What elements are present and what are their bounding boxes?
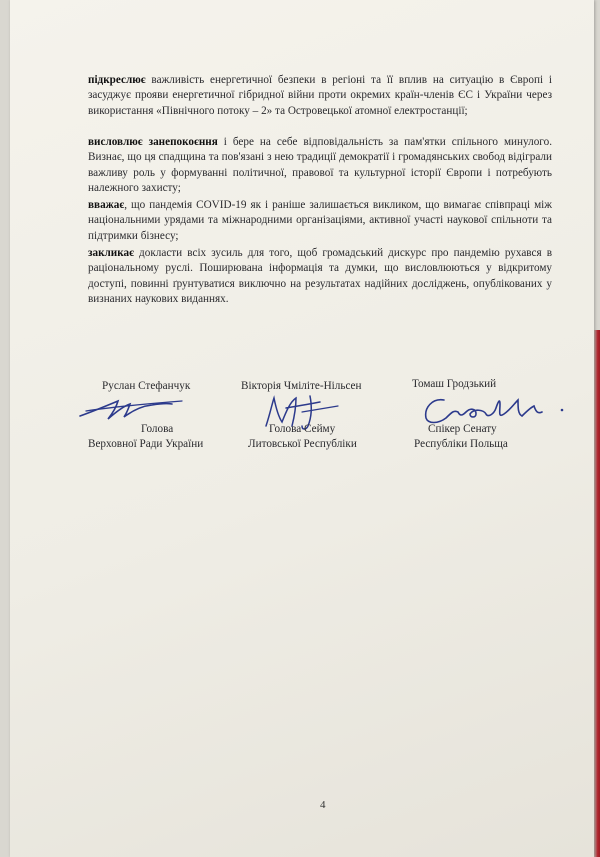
signatory-org-stefanchuk: Верховної Ради України [88,438,204,450]
paragraph-body: і бере на себе відповідальність за пам'ятки спільного минулого. Визнає, що ця спадщина та пов'язані з нею традиції демократії і громадянських свобод відіграли важливу роль у формуванні політичної, правової та культурної історії Європи і потребують належного захисту; [88,136,552,194]
paragraph-lead: підкреслює [88,74,146,86]
paragraph-body: докласти всіх зусиль для того, щоб громадський дискурс про пандемію рухався в раціональному руслі. Поширювана інформація та думки, що висловлюються у відкритому доступі, повинні ґрунтуватися виключно на результатах надійних досліджень, опублікованих у визнаних наукових виданнях. [88,247,552,305]
signatory-role-grodzki: Спікер Сенату [428,423,497,435]
document-page [10,0,594,857]
signatory-name-grodzki: Томаш Гродзький [412,378,497,390]
signatory-name-stefanchuk: Руслан Стефанчук [102,380,191,392]
signatory-role-stefanchuk: Голова [141,423,174,435]
page-number: 4 [320,799,326,811]
paragraph-energy-security [88,73,552,119]
signatory-org-grodzki: Республіки Польща [414,438,508,450]
paragraph-body: важливість енергетичної безпеки в регіоні та її вплив на ситуацію в Європі і засуджує прояви енергетичної гібридної війни проти окремих країн-членів ЄС і України через використання «Північного потоку – 2» та Островецької атомної електростанції; [88,74,552,117]
signatory-name-chmilyte: Вікторія Чміліте-Нільсен [241,380,362,392]
paragraph-covid [88,198,552,244]
red-folder-edge [594,330,600,857]
paragraph-lead: закликає [88,247,134,259]
paragraph-lead: вважає [88,199,125,211]
paragraph-body: , що пандемія COVID-19 як і раніше залишається викликом, що вимагає співпраці між національними урядами та міжнародними організаціями, активної участі наукової спільноти та підтримки бізнесу; [88,199,552,242]
paragraph-heritage [88,135,552,196]
signature-stefanchuk-icon [72,392,202,428]
paragraph-public-discourse [88,246,552,307]
paragraph-lead: висловлює занепокоєння [88,136,218,148]
signatory-role-chmilyte: Голова Сейму [269,423,336,435]
signatory-org-chmilyte: Литовської Республіки [248,438,357,450]
